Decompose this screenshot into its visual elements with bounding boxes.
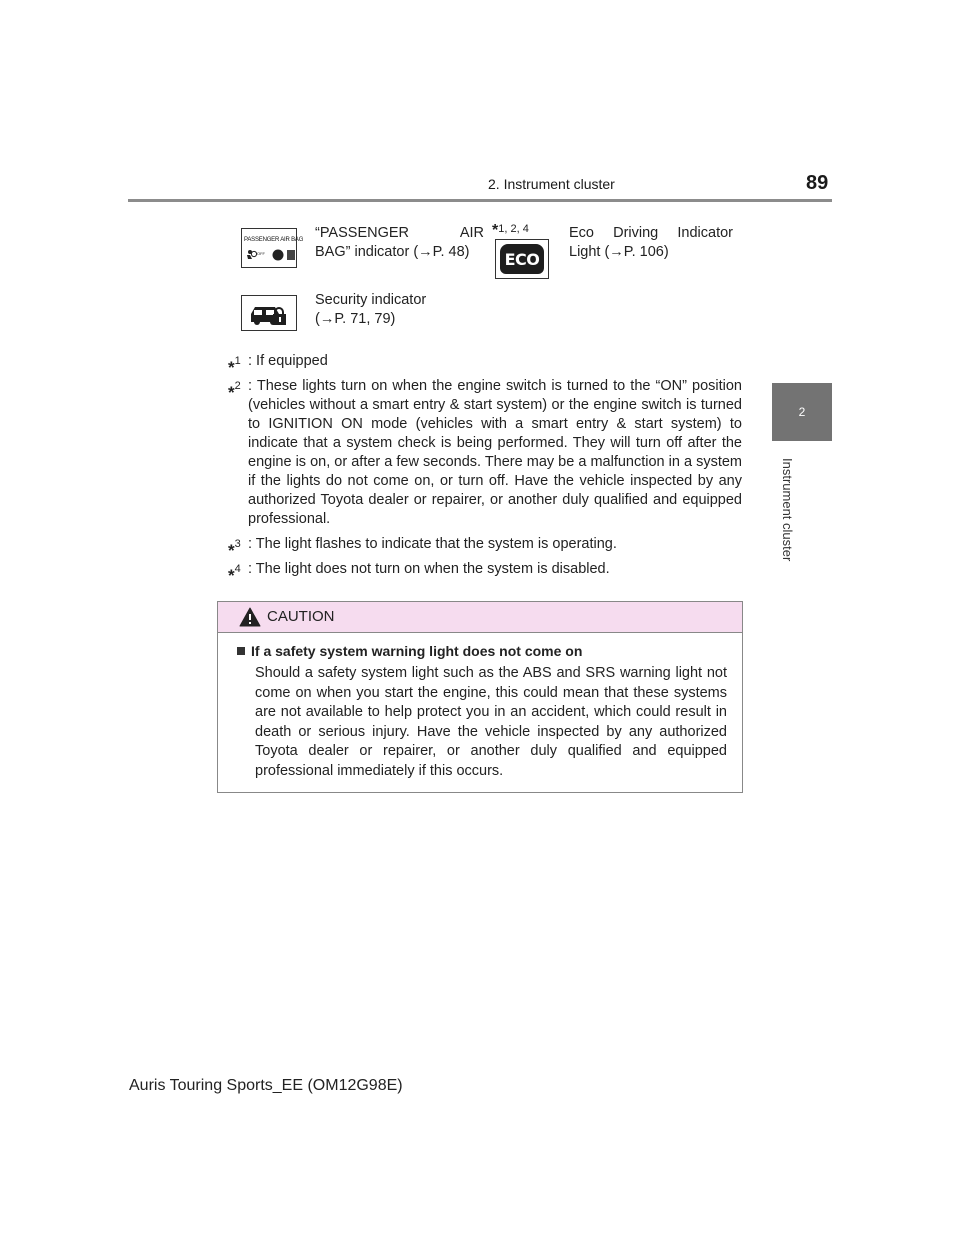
- section-title: 2. Instrument cluster: [488, 176, 615, 192]
- header-rule: [128, 199, 832, 202]
- airbag-off-text: OFF: [257, 251, 265, 256]
- warning-triangle-icon: [239, 607, 261, 627]
- caution-body: Should a safety system light such as the ABS and SRS warning light not come on when you start the engine, this could mean that these systems are not available to help protect you in an accident, which could result in death or serious injury. Have the vehicle inspected by any authorized Toyota dealer or repairer, or another duly qualified and equipped professional immediately if this occurs.: [255, 665, 727, 779]
- passenger-airbag-label: “PASSENGER AIR BAG” indicator (→P. 48): [315, 225, 484, 260]
- caution-heading: If a safety system warning light does not come on: [237, 643, 582, 659]
- footnote-4: *$^4$ : The light does not turn on when the system is disabled.: [228, 561, 610, 585]
- eco-footnote-mark: *1, 2, 4: [492, 222, 529, 239]
- footnote-3: *$^3$ : The light flashes to indicate that the system is operating.: [228, 536, 617, 560]
- airbag-icon-text: PASSENGER AIR BAG: [244, 237, 304, 243]
- airbag-symbols-icon: [244, 248, 296, 262]
- eco-indicator-icon: [495, 239, 549, 279]
- footer-model: Auris Touring Sports_EE (OM12G98E): [129, 1077, 403, 1094]
- chapter-label: [780, 458, 800, 568]
- chapter-tab[interactable]: 2: [772, 383, 832, 441]
- caution-header: [218, 602, 742, 633]
- square-bullet-icon: [237, 647, 245, 655]
- security-indicator-icon: [241, 295, 297, 331]
- caution-box: [217, 601, 743, 793]
- page-number: 89: [806, 172, 829, 194]
- footnote-1: *$^1$ : If equipped: [228, 353, 328, 377]
- chapter-title: Instrument cluster: [780, 458, 795, 562]
- car-lock-icon: [242, 296, 296, 330]
- footnote-2: *$^2$ : These lights turn on when the engine switch is turned to the “ON” position (vehicles without a smart entry & start system) or the engine switch is turned to IGNITION ON mode (vehicles with a smart entry & start system) to indicate that a system check is being performed. They will turn off after the engine is on, or after a few seconds. There may be a malfunction in a system if the lights do not come on, or turn off. Have the vehicle inspected by any authorized Toyota dealer or repairer, or another duly qualified and equipped professional.: [228, 378, 742, 527]
- eco-icon-text: ECO: [504, 249, 540, 269]
- eco-indicator-label: Eco Driving Indicator Light (→P. 106): [569, 225, 733, 260]
- security-indicator-label: Security indicator (→P. 71, 79): [315, 292, 427, 327]
- passenger-airbag-indicator-icon: [241, 228, 304, 268]
- caution-title: CAUTION: [267, 608, 335, 625]
